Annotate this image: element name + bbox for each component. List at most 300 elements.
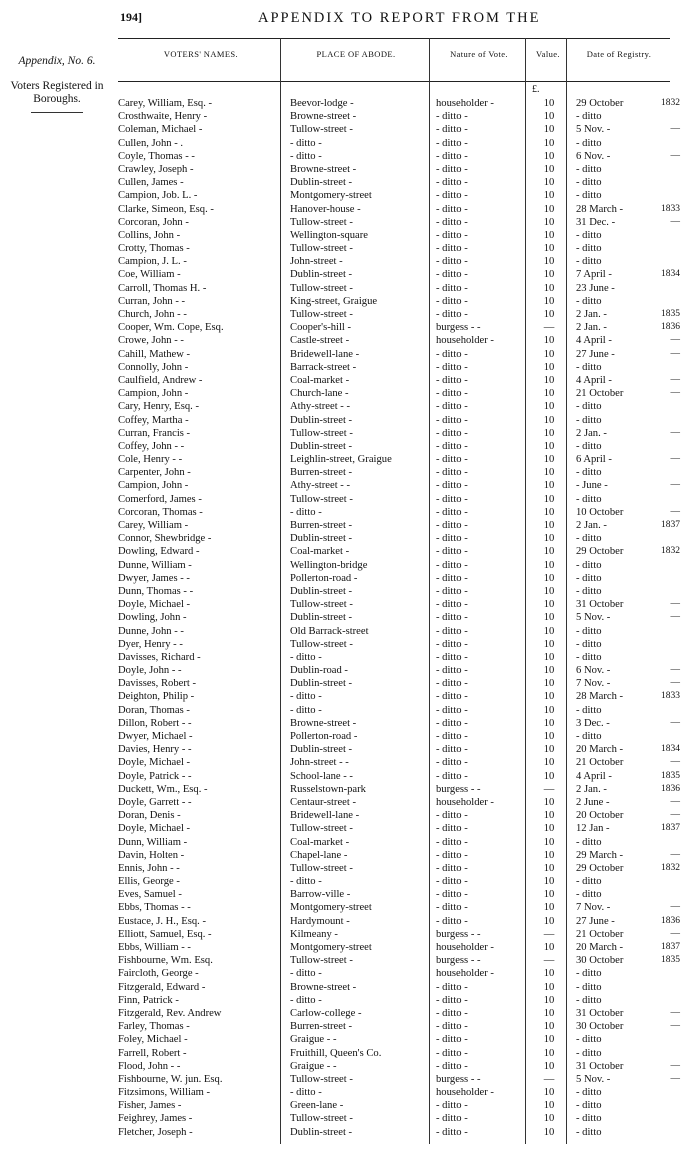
voter-name: Campion, Job. L. -	[118, 190, 198, 202]
place-of-abode: Barrack-street -	[290, 361, 357, 373]
nature-of-vote: - ditto -	[436, 190, 468, 202]
place-of-abode: Dublin-street -	[290, 678, 353, 690]
nature-of-vote: - ditto -	[436, 309, 468, 320]
registry-date: - ditto	[576, 229, 602, 241]
registry-date: - ditto	[576, 467, 602, 479]
vote-value: 10	[543, 309, 555, 320]
table-row	[118, 994, 678, 1007]
table-row	[118, 506, 678, 519]
voter-name: Davin, Holten -	[118, 849, 185, 861]
registry-date: - ditto	[576, 1113, 602, 1125]
place-of-abode: Tullow-street -	[290, 638, 353, 650]
table-row	[118, 1073, 678, 1086]
registry-date: 7 Nov. -	[576, 678, 611, 690]
table-row	[118, 941, 678, 954]
place-of-abode: School-lane - -	[290, 770, 353, 782]
place-of-abode: Browne-street -	[290, 111, 357, 123]
nature-of-vote: - ditto -	[436, 559, 468, 571]
margin-note	[4, 55, 110, 113]
table-row	[118, 1099, 678, 1112]
nature-of-vote: - ditto -	[436, 678, 468, 690]
nature-of-vote: householder -	[436, 98, 494, 109]
registry-year: —	[670, 150, 680, 161]
table-row	[118, 822, 678, 835]
vote-value: —	[543, 783, 555, 795]
nature-of-vote: - ditto -	[436, 440, 468, 452]
nature-of-vote: - ditto -	[436, 612, 468, 624]
place-of-abode: Pollerton-road -	[290, 572, 358, 584]
voter-name: Crosthwaite, Henry -	[118, 111, 208, 123]
voter-name: Fishbourne, W. jun. Esq.	[118, 1073, 223, 1085]
voter-name: Cullen, James -	[118, 177, 184, 189]
nature-of-vote: burgess - -	[436, 955, 481, 967]
registry-date: - ditto	[576, 585, 602, 597]
voter-name: Doyle, Michael -	[118, 823, 191, 835]
voter-name: Campion, John -	[118, 480, 189, 492]
place-of-abode: Bridewell-lane -	[290, 810, 360, 822]
place-of-abode: Browne-street -	[290, 163, 357, 175]
nature-of-vote: - ditto -	[436, 282, 468, 294]
registry-date: 6 Nov. -	[576, 665, 611, 677]
place-of-abode: Browne-street -	[290, 717, 357, 729]
table-row	[118, 374, 678, 387]
place-of-abode: Burren-street -	[290, 520, 353, 531]
registry-date: 31 October	[576, 1007, 624, 1019]
page-number: 194]	[120, 10, 142, 24]
nature-of-vote: - ditto -	[436, 889, 468, 901]
voter-name: Davies, Henry - -	[118, 744, 192, 756]
place-of-abode: Dublin-street -	[290, 585, 353, 597]
nature-of-vote: - ditto -	[436, 243, 468, 255]
vote-value: 10	[543, 1087, 555, 1099]
voter-name: Davisses, Richard -	[118, 651, 201, 663]
table-row	[118, 150, 678, 163]
registry-date: - ditto	[576, 1100, 602, 1112]
place-of-abode: Dublin-street -	[290, 744, 353, 756]
nature-of-vote: - ditto -	[436, 691, 468, 703]
nature-of-vote: - ditto -	[436, 1021, 468, 1033]
registry-date: 5 Nov. -	[576, 124, 611, 136]
registry-date: 4 April -	[576, 770, 612, 782]
place-of-abode: Bridewell-lane -	[290, 348, 360, 360]
vote-value: 10	[543, 942, 555, 953]
nature-of-vote: - ditto -	[436, 1113, 468, 1125]
place-of-abode: Tullow-street -	[290, 862, 353, 874]
vote-value: 10	[543, 203, 555, 215]
col-header-value: Value.	[536, 49, 560, 59]
registry-year: —	[670, 1073, 680, 1084]
place-of-abode: Dublin-street -	[290, 533, 353, 545]
registry-date: - ditto	[576, 111, 602, 123]
voter-name: Cole, Henry - -	[118, 454, 183, 466]
vote-value: 10	[543, 849, 555, 861]
voter-name: Church, John - -	[118, 309, 187, 320]
registry-year: —	[670, 374, 680, 385]
registry-date: - ditto	[576, 981, 602, 993]
table-row	[118, 123, 678, 136]
vote-value: —	[543, 322, 555, 334]
registry-year: —	[670, 810, 680, 821]
registry-date: 31 October	[576, 599, 624, 611]
table-row	[118, 189, 678, 202]
registry-year: —	[670, 1060, 680, 1071]
nature-of-vote: - ditto -	[436, 124, 468, 136]
voter-name: Carey, William -	[118, 520, 189, 531]
voter-name: Dunn, Thomas - -	[118, 585, 194, 597]
place-of-abode: Tullow-street -	[290, 1113, 353, 1125]
vote-value: 10	[543, 1113, 555, 1125]
registry-year: —	[670, 1021, 680, 1032]
vote-value: 10	[543, 401, 555, 413]
vote-value: 10	[543, 1100, 555, 1112]
table-row	[118, 1060, 678, 1073]
registry-year: —	[670, 1007, 680, 1018]
vote-value: 10	[543, 229, 555, 241]
registry-date: 31 October	[576, 1060, 624, 1072]
vote-value: 10	[543, 625, 555, 637]
voter-name: Cooper, Wm. Cope, Esq.	[118, 322, 224, 334]
voter-name: Caulfield, Andrew -	[118, 374, 203, 386]
registry-date: - ditto	[576, 572, 602, 584]
voter-name: Dwyer, James - -	[118, 572, 190, 584]
voter-name: Comerford, James -	[118, 493, 202, 505]
table-row	[118, 625, 678, 638]
registry-date: 2 Jan. -	[576, 309, 607, 320]
table-row	[118, 888, 678, 901]
voter-name: Cahill, Mathew -	[118, 348, 191, 360]
table-row	[118, 137, 678, 150]
registry-date: 29 October	[576, 546, 624, 558]
table-row	[118, 967, 678, 980]
table-row	[118, 545, 678, 558]
registry-date: 28 March -	[576, 203, 624, 215]
voter-name: Eves, Samuel -	[118, 889, 182, 901]
table-row	[118, 901, 678, 914]
registry-year: —	[670, 902, 680, 913]
voter-name: Cullen, John - .	[118, 137, 184, 149]
registry-year: —	[670, 928, 680, 939]
registry-year: —	[670, 124, 680, 135]
voter-name: Doyle, John - -	[118, 665, 182, 677]
voter-name: Ellis, George -	[118, 876, 180, 888]
place-of-abode: Hanover-house -	[290, 203, 361, 215]
vote-value: 10	[543, 810, 555, 822]
table-row	[118, 690, 678, 703]
vote-value: 10	[543, 836, 555, 848]
registry-date: - ditto	[576, 493, 602, 505]
voter-name: Coyle, Thomas - -	[118, 150, 195, 162]
vote-value: 10	[543, 1021, 555, 1033]
vote-value: 10	[543, 295, 555, 307]
table-row	[118, 216, 678, 229]
registry-date: - ditto	[576, 876, 602, 888]
registry-date: - ditto	[576, 243, 602, 255]
voter-name: Fletcher, Joseph -	[118, 1126, 193, 1138]
voter-name: Coffey, John - -	[118, 440, 185, 452]
nature-of-vote: householder -	[436, 942, 494, 953]
registry-year: 1832	[661, 546, 680, 557]
table-row	[118, 110, 678, 123]
registry-date: 29 March -	[576, 849, 624, 861]
nature-of-vote: - ditto -	[436, 177, 468, 189]
table-row	[118, 361, 678, 374]
voter-name: Doran, Denis -	[118, 810, 181, 822]
col-header-place: PLACE OF ABODE.	[316, 49, 396, 59]
vote-value: 10	[543, 137, 555, 149]
vote-value: 10	[543, 770, 555, 782]
table-row	[118, 743, 678, 756]
vote-value: 10	[543, 216, 555, 228]
place-of-abode: Dublin-street -	[290, 612, 353, 624]
nature-of-vote: burgess - -	[436, 322, 481, 334]
vote-value: 10	[543, 256, 555, 268]
vote-value: —	[543, 1073, 555, 1085]
nature-of-vote: - ditto -	[436, 401, 468, 413]
place-of-abode: Athy-street - -	[290, 401, 351, 413]
nature-of-vote: - ditto -	[436, 638, 468, 650]
vote-value: —	[543, 955, 555, 967]
voter-name: Dillon, Robert - -	[118, 717, 192, 729]
registry-year: 1836	[661, 783, 680, 794]
registry-date: 7 Nov. -	[576, 902, 611, 914]
nature-of-vote: - ditto -	[436, 717, 468, 729]
table-row	[118, 981, 678, 994]
nature-of-vote: - ditto -	[436, 744, 468, 756]
voter-name: Connor, Shewbridge -	[118, 533, 212, 545]
nature-of-vote: - ditto -	[436, 704, 468, 716]
registry-date: - ditto	[576, 414, 602, 426]
voter-name: Flood, John - -	[118, 1060, 181, 1072]
registry-date: 2 Jan. -	[576, 427, 607, 439]
vote-value: —	[543, 928, 555, 940]
place-of-abode: Tullow-street -	[290, 955, 353, 967]
registry-date: - ditto	[576, 994, 602, 1006]
voter-name: Fitzgerald, Edward -	[118, 981, 206, 993]
table-row	[118, 875, 678, 888]
vote-value: 10	[543, 98, 555, 109]
voter-name: Dunne, John - -	[118, 625, 184, 637]
registry-year: —	[670, 216, 680, 227]
registry-year: —	[670, 454, 680, 465]
vote-value: 10	[543, 1034, 555, 1046]
voter-name: Doyle, Garrett - -	[118, 796, 192, 808]
voter-name: Doran, Thomas -	[118, 704, 190, 716]
registry-year: 1836	[661, 915, 680, 926]
table-row	[118, 532, 678, 545]
voter-name: Doyle, Michael -	[118, 599, 191, 611]
registry-date: 31 Dec. -	[576, 216, 616, 228]
place-of-abode: Tullow-street -	[290, 309, 353, 320]
table-row	[118, 1047, 678, 1060]
registry-year: —	[670, 757, 680, 768]
registry-date: - ditto	[576, 1047, 602, 1059]
vote-value: 10	[543, 348, 555, 360]
place-of-abode: Pollerton-road -	[290, 731, 358, 742]
voter-name: Doyle, Patrick - -	[118, 770, 192, 782]
nature-of-vote: householder -	[436, 796, 494, 808]
nature-of-vote: - ditto -	[436, 269, 468, 281]
nature-of-vote: - ditto -	[436, 770, 468, 782]
nature-of-vote: - ditto -	[436, 1047, 468, 1059]
voter-name: Deighton, Philip -	[118, 691, 195, 703]
table-row	[118, 493, 678, 506]
registry-date: 28 March -	[576, 691, 624, 703]
table-row	[118, 770, 678, 783]
registry-year: 1835	[661, 770, 680, 781]
col-header-name: VOTERS' NAMES.	[163, 49, 239, 59]
vote-value: 10	[543, 665, 555, 677]
registry-date: - ditto	[576, 651, 602, 663]
place-of-abode: Dublin-street -	[290, 1126, 353, 1138]
registry-year: 1837	[661, 942, 680, 952]
place-of-abode: Dublin-street -	[290, 414, 353, 426]
registry-date: 10 October	[576, 506, 624, 518]
vote-value: 10	[543, 374, 555, 386]
vote-value: 10	[543, 520, 555, 531]
place-of-abode: - ditto -	[290, 704, 322, 716]
registry-year: —	[670, 665, 680, 676]
voter-name: Dunn, William -	[118, 836, 188, 848]
vote-value: 10	[543, 704, 555, 716]
table-row	[118, 400, 678, 413]
table-row	[118, 282, 678, 295]
vote-value: 10	[543, 414, 555, 426]
nature-of-vote: - ditto -	[436, 203, 468, 215]
table-row	[118, 677, 678, 690]
registry-date: - ditto	[576, 137, 602, 149]
table-row	[118, 585, 678, 598]
nature-of-vote: - ditto -	[436, 836, 468, 848]
table-row	[118, 466, 678, 479]
currency-symbol: £.	[532, 84, 540, 95]
voter-name: Fitzgerald, Rev. Andrew	[118, 1007, 222, 1019]
nature-of-vote: - ditto -	[436, 414, 468, 426]
registry-date: 6 April -	[576, 454, 612, 466]
vote-value: 10	[543, 862, 555, 874]
nature-of-vote: - ditto -	[436, 810, 468, 822]
place-of-abode: Leighlin-street, Graigue	[290, 454, 392, 466]
table-row	[118, 664, 678, 677]
nature-of-vote: - ditto -	[436, 111, 468, 123]
registry-year: —	[670, 388, 680, 399]
vote-value: 10	[543, 612, 555, 624]
voter-name: Collins, John -	[118, 229, 181, 241]
vote-value: 10	[543, 361, 555, 373]
registry-date: 2 Jan. -	[576, 322, 607, 334]
vote-value: 10	[543, 638, 555, 650]
vote-value: 10	[543, 124, 555, 136]
vote-value: 10	[543, 388, 555, 400]
registry-year: 1832	[661, 98, 680, 108]
registry-date: 12 Jan -	[576, 823, 610, 835]
table-row	[118, 796, 678, 809]
table-row	[118, 334, 678, 347]
nature-of-vote: - ditto -	[436, 1034, 468, 1046]
place-of-abode: Tullow-street -	[290, 282, 353, 294]
vote-value: 10	[543, 1060, 555, 1072]
nature-of-vote: - ditto -	[436, 467, 468, 479]
table-row	[118, 163, 678, 176]
registry-year: 1835	[661, 955, 680, 966]
col-header-date: Date of Registry.	[586, 49, 652, 59]
vote-value: 10	[543, 981, 555, 993]
vote-value: 10	[543, 506, 555, 518]
vote-value: 10	[543, 150, 555, 162]
table-row	[118, 97, 678, 110]
vote-value: 10	[543, 559, 555, 571]
voter-name: Ennis, John - -	[118, 862, 180, 874]
registry-date: - ditto	[576, 533, 602, 545]
place-of-abode: - ditto -	[290, 137, 322, 149]
place-of-abode: Burren-street -	[290, 1021, 353, 1033]
nature-of-vote: - ditto -	[436, 1100, 468, 1112]
table-row	[118, 414, 678, 427]
nature-of-vote: - ditto -	[436, 599, 468, 611]
section-caption: Voters Registered in Boroughs.	[10, 80, 104, 105]
table-row	[118, 836, 678, 849]
registry-date: - ditto	[576, 1126, 602, 1138]
nature-of-vote: - ditto -	[436, 361, 468, 373]
table-row	[118, 756, 678, 769]
place-of-abode: Hardymount -	[290, 915, 350, 927]
caption-rule	[31, 112, 83, 113]
place-of-abode: Beevor-lodge -	[290, 98, 354, 109]
table-row	[118, 242, 678, 255]
nature-of-vote: - ditto -	[436, 1126, 468, 1138]
vote-value: 10	[543, 427, 555, 439]
registry-date: 20 March -	[576, 942, 624, 953]
vote-value: 10	[543, 889, 555, 901]
registry-date: - ditto	[576, 704, 602, 716]
place-of-abode: Montgomery-street	[290, 190, 372, 202]
nature-of-vote: - ditto -	[436, 163, 468, 175]
nature-of-vote: householder -	[436, 968, 494, 980]
registry-year: —	[670, 796, 680, 807]
vote-value: 10	[543, 691, 555, 703]
registry-date: - ditto	[576, 1087, 602, 1099]
vote-value: 10	[543, 111, 555, 123]
nature-of-vote: - ditto -	[436, 849, 468, 861]
table-row	[118, 203, 678, 216]
place-of-abode: Church-lane -	[290, 388, 349, 400]
place-of-abode: Tullow-street -	[290, 427, 353, 439]
voter-name: Dunne, William -	[118, 559, 192, 571]
vote-value: 10	[543, 454, 555, 466]
table-row	[118, 427, 678, 440]
table-row	[118, 572, 678, 585]
registry-date: - ditto	[576, 889, 602, 901]
table-row	[118, 717, 678, 730]
voter-name: Elliott, Samuel, Esq. -	[118, 928, 212, 940]
voter-name: Corcoran, John -	[118, 216, 189, 228]
nature-of-vote: - ditto -	[436, 1007, 468, 1019]
vote-value: 10	[543, 1007, 555, 1019]
registry-date: - ditto	[576, 163, 602, 175]
place-of-abode: Dublin-street -	[290, 440, 353, 452]
nature-of-vote: burgess - -	[436, 1073, 481, 1085]
registry-year: 1833	[661, 691, 680, 702]
table-row	[118, 1086, 678, 1099]
table-row	[118, 1020, 678, 1033]
place-of-abode: Dublin-street -	[290, 269, 353, 281]
voter-name: Doyle, Michael -	[118, 757, 191, 769]
place-of-abode: Browne-street -	[290, 981, 357, 993]
voter-name: Connolly, John -	[118, 361, 189, 373]
nature-of-vote: - ditto -	[436, 480, 468, 492]
vote-value: 10	[543, 823, 555, 835]
vote-value: 10	[543, 915, 555, 927]
registry-year: —	[670, 335, 680, 346]
